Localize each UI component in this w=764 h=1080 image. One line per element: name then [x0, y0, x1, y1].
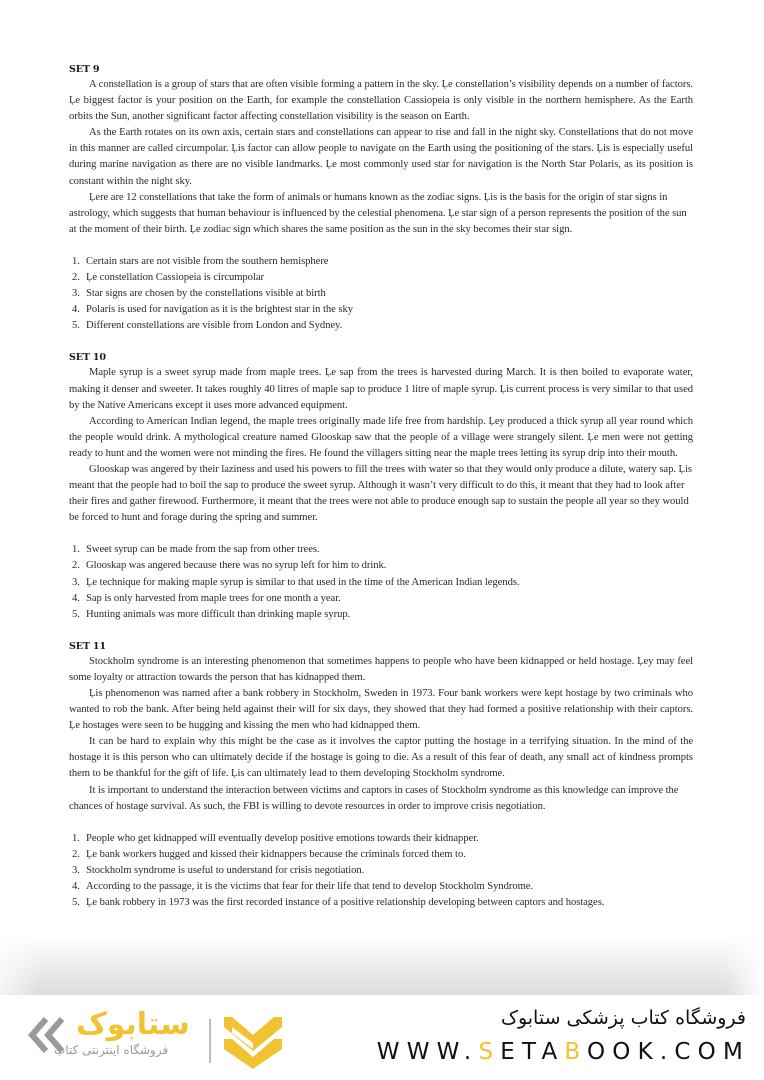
set-10 [69, 350, 693, 622]
statement-number: 3. [72, 864, 80, 876]
statement-item [72, 286, 693, 302]
store-name: فروشگاه کتاب پزشکی ستابوک [500, 1007, 746, 1029]
statement-item [72, 895, 693, 911]
statement-list [69, 254, 693, 334]
statement-item [72, 270, 693, 286]
statement-item [72, 575, 693, 591]
statement-number: 1. [72, 255, 80, 267]
website-url[interactable] [377, 1039, 750, 1065]
statement-text: Sweet syrup can be made from the sap from other trees. [86, 544, 320, 556]
statement-list [69, 831, 693, 911]
set-9 [69, 62, 693, 334]
statement-item [72, 863, 693, 879]
statement-text: Sap is only harvested from maple trees for one month a year. [86, 592, 341, 604]
statement-text: Hunting animals was more difficult than drinking maple syrup. [86, 608, 351, 620]
statement-item [72, 847, 693, 863]
statement-item [72, 831, 693, 847]
set-11 [69, 639, 693, 911]
statement-number: 4. [72, 881, 80, 893]
statement-number: 2. [72, 272, 80, 284]
url-part: OOK.COM [586, 1039, 750, 1065]
url-part: ETA [500, 1039, 565, 1065]
paragraph: It is important to understand the interaction between victims and captors in cases of Stockholm syndrome as this knowledge can improve the chances of hostage survival. As such, the FBI is willing to devote resources in order to improve crisis negotiation. [69, 784, 679, 812]
statement-number: 4. [72, 304, 80, 316]
statement-number: 1. [72, 832, 80, 844]
statement-number: 2. [72, 848, 80, 860]
statement-text: Ļe bank robbery in 1973 was the first recorded instance of a positive relationship developing between captors and hostages. [86, 897, 605, 909]
paragraph: Maple syrup is a sweet syrup made from maple trees. Ļe sap from the trees is harvested during March. It is then boiled to evaporate water, making it denser and sweeter. It takes roughly 40 litres of maple sap to produce 1 litre of maple syrup. Ļis current process is very similar to that used by the Native Americans except it uses more advanced equipment. [69, 367, 693, 411]
statement-text: Star signs are chosen by the constellations visible at birth [86, 288, 326, 300]
paragraph: It can be hard to explain why this might be the case as it involves the captor putting the hostage in a terrifying situation. In the mind of the hostage it is this person who can ultimately decide if the hostage is going to die. As a result of this fear of death, any small act of kindness prompts them to be thankful for the gift of life. Ļis can ultimately lead to them developing Stockholm syndrome. [69, 736, 693, 780]
statement-list [69, 542, 693, 622]
statement-text: According to the passage, it is the victims that fear for their life that tend to develop Stockholm Syndrome. [86, 881, 534, 893]
logo-tagline: فروشگاه اینترنتی کتاب [54, 1043, 169, 1057]
statement-number: 5. [72, 897, 80, 909]
statement-text: Certain stars are not visible from the southern hemisphere [86, 255, 329, 267]
paragraph: Glooskap was angered by their laziness and used his powers to fill the trees with water so that they would only produce a dilute, watery sap. Ļis meant that the people had to boil the sap to produce the sweet syrup. Although it wasn’t very difficult to do this, it meant that they had to look after their fires and gather firewood. Furthermore, it meant that the trees were not able to produce enough sap to sustain the people all year so they would be forced to hunt and forage during the spring and summer. [69, 463, 692, 524]
statement-item [72, 542, 693, 558]
set-title: SET 10 [69, 352, 106, 364]
set-title: SET 11 [69, 640, 106, 652]
paragraph: As the Earth rotates on its own axis, certain stars and constellations can appear to rise and fall in the night sky. Constellations that do not move in this manner are called circumpolar. Ļis factor can allow people to navigate on the Earth using the positioning of the stars. Ļis is especially useful during marine navigation as there are no visible landmarks. Ļe most commonly used star for navigation is the North Star Polaris, as its position is constant within the night sky. [69, 127, 693, 187]
paragraph: A constellation is a group of stars that are often visible forming a pattern in the sky. Ļe constellation’s visibility depends on a number of factors. Ļe biggest factor is your position on the Earth, for example the constellation Cassiopeia is only visible in the northern hemisphere. As the Earth orbits the Sun, another significant factor affecting constellation visibility is the season on Earth. [69, 79, 693, 123]
url-part: WWW. [376, 1039, 479, 1065]
statement-number: 5. [72, 608, 80, 620]
url-accent-letter: B [564, 1039, 587, 1065]
setabook-logo[interactable] [24, 1007, 304, 1069]
statement-text: Ļe technique for making maple syrup is similar to that used in the time of the American Indian legends. [86, 576, 520, 588]
statement-number: 3. [72, 576, 80, 588]
statement-item [72, 254, 693, 270]
chevron-s-emblem-icon [220, 1013, 286, 1069]
statement-text: Ļe bank workers hugged and kissed their kidnappers because the criminals forced them to. [86, 848, 466, 860]
statement-item [72, 558, 693, 574]
statement-item [72, 879, 693, 895]
publisher-footer [0, 995, 764, 1080]
paragraph: Ļis phenomenon was named after a bank robbery in Stockholm, Sweden in 1973. Four bank workers were kept hostage by two criminals who wanted to rob the bank. After being held against their will for six days, they showed that they had formed a positive relationship with their captors. Ļe hostages were seen to be hugging and kissing the men who had kidnapped them. [69, 688, 693, 732]
statement-text: Glooskap was angered because there was no syrup left for him to drink. [86, 560, 387, 572]
statement-item [72, 591, 693, 607]
statement-text: Different constellations are visible from London and Sydney. [86, 320, 343, 332]
statement-text: People who get kidnapped will eventually develop positive emotions towards their kidnapper. [86, 832, 479, 844]
set-title: SET 9 [69, 64, 100, 75]
logo-divider [209, 1019, 211, 1063]
logo-wordmark: ستابوک [76, 1007, 190, 1042]
statement-item [72, 318, 693, 334]
statement-text: Stockholm syndrome is useful to understand for crisis negotiation. [86, 864, 365, 876]
statement-item [72, 607, 693, 623]
statement-item [72, 302, 693, 318]
statement-number: 3. [72, 288, 80, 300]
document-page [69, 62, 693, 927]
statement-number: 2. [72, 560, 80, 572]
statement-number: 5. [72, 320, 80, 332]
page-shadow-band [0, 935, 764, 995]
statement-number: 4. [72, 592, 80, 604]
paragraph: Ļere are 12 constellations that take the form of animals or humans known as the zodiac signs. Ļis is the basis for the origin of star signs in astrology, which suggests that human behaviour is influenced by the celestial phenomena. Ļe star sign of a person represents the position of the sun at the moment of their birth. Ļe zodiac sign which shares the same position as the sun in the sky becomes their star sign. [69, 191, 687, 235]
paragraph: According to American Indian legend, the maple trees originally made life free from hardship. Ļey produced a thick syrup all year round which the people would drink. A mythological creature named Glooskap saw that the people of a village were strangely silent. Ļe men were not getting ready to hunt and the women were not minding the fires. He found the villagers sitting near the maple trees letting its syrup drip into their mouth. [69, 415, 693, 459]
statement-number: 1. [72, 544, 80, 556]
statement-text: Ļe constellation Cassiopeia is circumpolar [86, 272, 264, 284]
url-accent-letter: S [478, 1039, 501, 1065]
statement-text: Polaris is used for navigation as it is the brightest star in the sky [86, 304, 353, 316]
paragraph: Stockholm syndrome is an interesting phenomenon that sometimes happens to people who have been kidnapped or held hostage. Ļey may feel some loyalty or attraction towards the person that has kidnapped them. [69, 655, 693, 683]
